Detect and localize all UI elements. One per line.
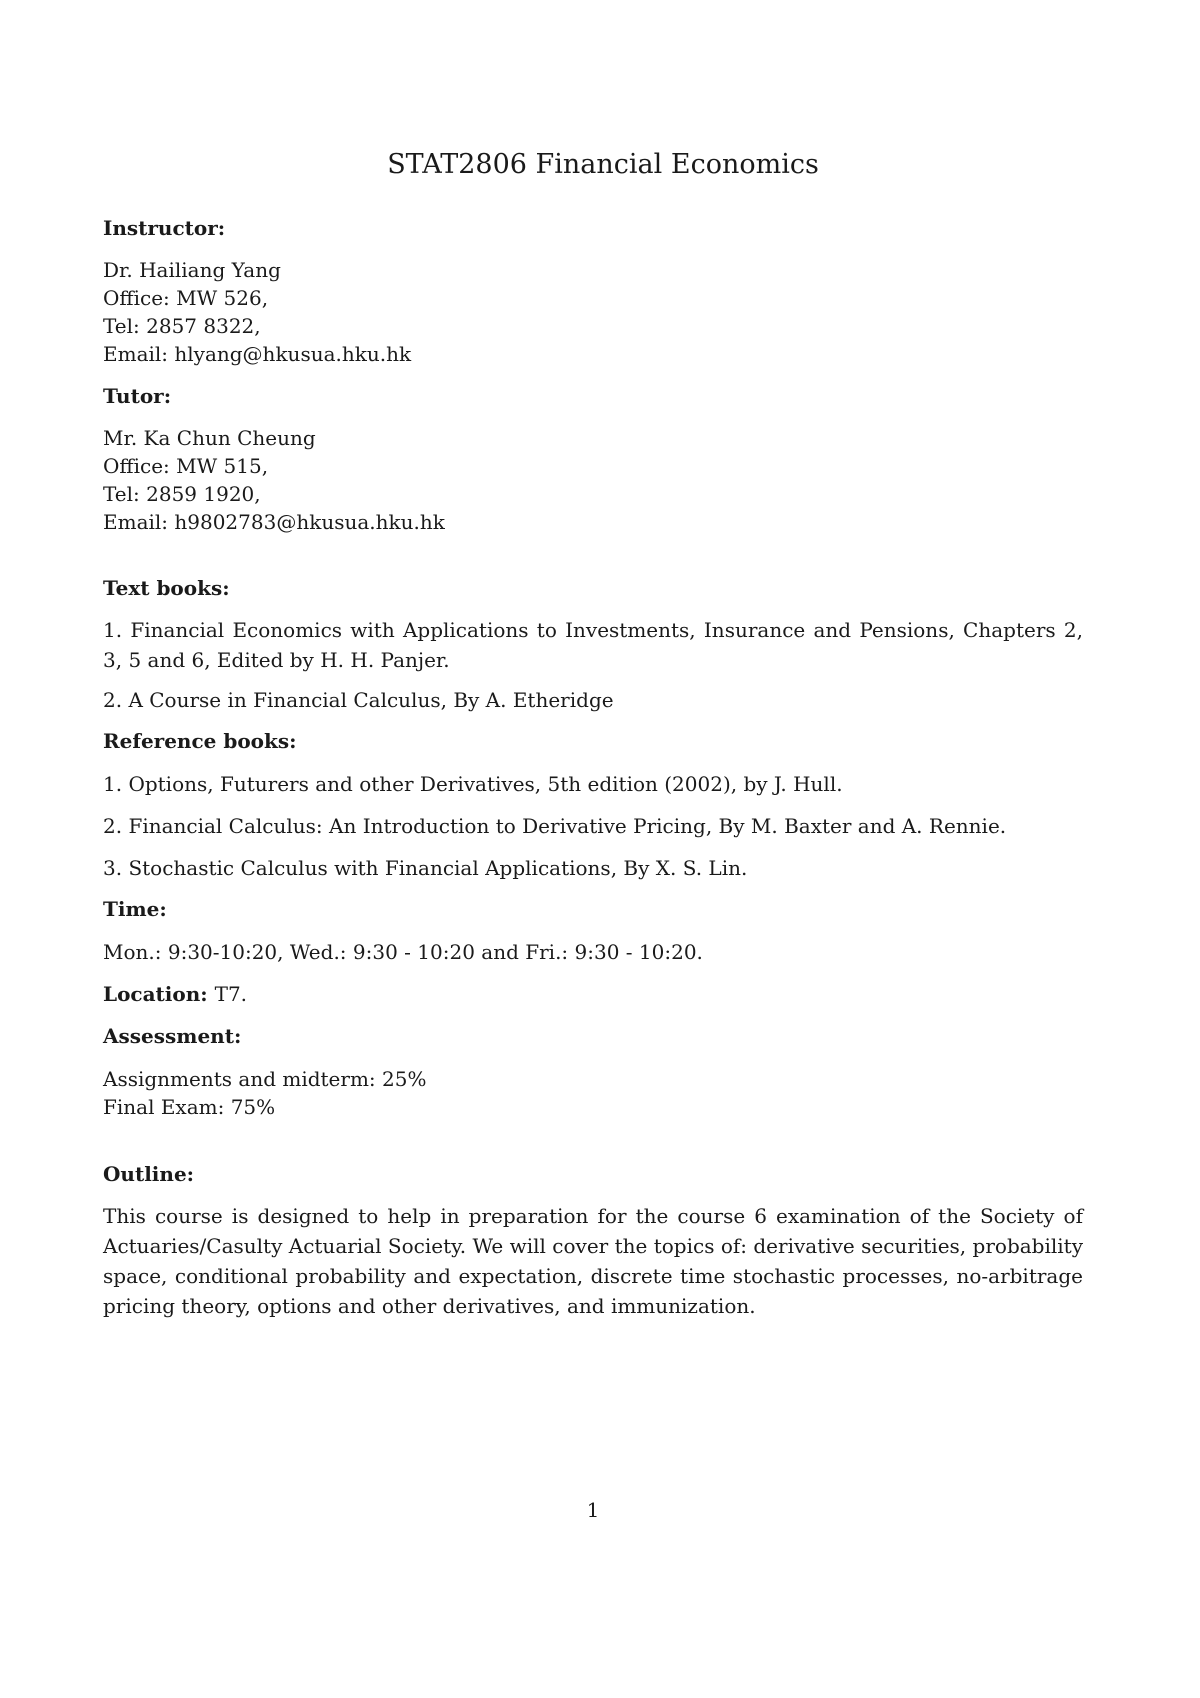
- location-heading: Location:: [103, 982, 208, 1006]
- instructor-heading: Instructor:: [103, 216, 226, 240]
- location-value: T7.: [214, 982, 248, 1006]
- outline-heading: Outline:: [103, 1162, 195, 1186]
- assessment-item: Final Exam: 75%: [103, 1095, 276, 1119]
- textbook-item: 2. A Course in Financial Calculus, By A. Etheridge: [103, 688, 614, 712]
- outline-text: This course is designed to help in preparation for the course 6 examination of the Society of Actuaries/Casulty Actuarial Society. We will cover the topics of: derivative securities, probability space, conditional probability and expectation, discrete time stochastic processes, no-arbitrage pricing theory, options and other derivatives, and immunization.: [103, 1204, 1083, 1318]
- instructor-office: Office: MW 526,: [103, 286, 269, 310]
- instructor-tel: Tel: 2857 8322,: [103, 314, 261, 338]
- tutor-email: Email: h9802783@hkusua.hku.hk: [103, 510, 445, 534]
- instructor-name: Dr. Hailiang Yang: [103, 258, 281, 282]
- tutor-heading: Tutor:: [103, 384, 172, 408]
- assessment-heading: Assessment:: [103, 1024, 242, 1048]
- tutor-name: Mr. Ka Chun Cheung: [103, 426, 316, 450]
- reference-item: 2. Financial Calculus: An Introduction to Derivative Pricing, By M. Baxter and A. Rennie.: [103, 814, 1007, 838]
- tutor-tel: Tel: 2859 1920,: [103, 482, 261, 506]
- page-number: 1: [586, 1498, 600, 1522]
- time-heading: Time:: [103, 897, 167, 921]
- textbooks-heading: Text books:: [103, 576, 230, 600]
- reference-item: 3. Stochastic Calculus with Financial Applications, By X. S. Lin.: [103, 856, 748, 880]
- tutor-office: Office: MW 515,: [103, 454, 269, 478]
- references-heading: Reference books:: [103, 729, 297, 753]
- location-row: [103, 980, 247, 1008]
- time-value: Mon.: 9:30-10:20, Wed.: 9:30 - 10:20 and Fri.: 9:30 - 10:20.: [103, 940, 703, 964]
- textbook-item: 1. Financial Economics with Applications to Investments, Insurance and Pensions, Chapters 2, 3, 5 and 6, Edited by H. H. Panjer.: [103, 618, 1083, 672]
- assessment-item: Assignments and midterm: 25%: [103, 1067, 427, 1091]
- instructor-email: Email: hlyang@hkusua.hku.hk: [103, 342, 412, 366]
- reference-item: 1. Options, Futurers and other Derivatives, 5th edition (2002), by J. Hull.: [103, 772, 843, 796]
- document-page: [103, 0, 1103, 1698]
- document-title: STAT2806 Financial Economics: [387, 149, 819, 180]
